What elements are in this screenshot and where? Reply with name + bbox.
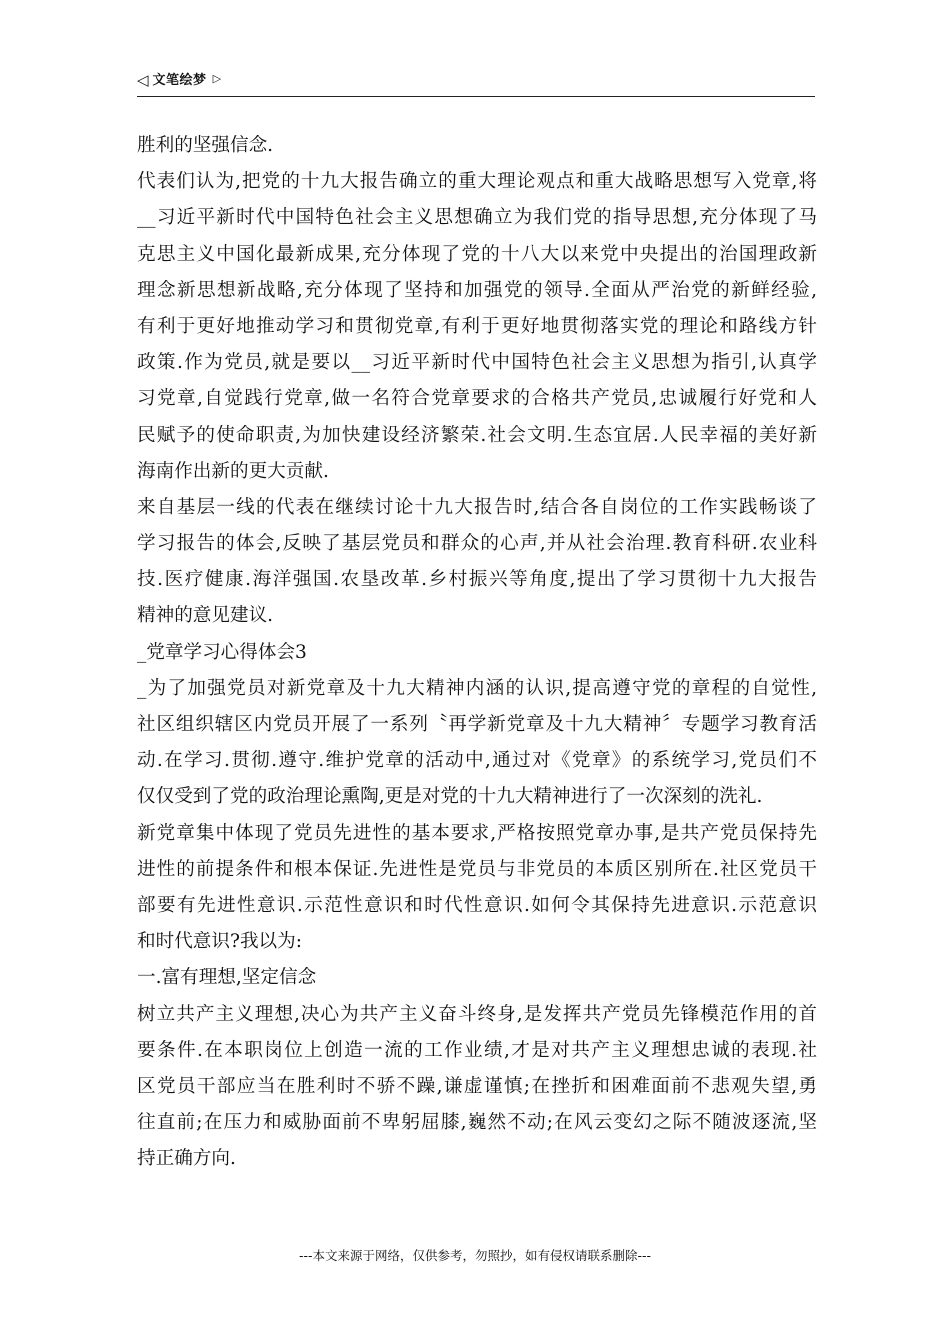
text-line: 克思主义中国化最新成果,充分体现了党的十八大以来党中央提出的治国理政新 bbox=[137, 243, 817, 265]
text-line: 区党员干部应当在胜利时不骄不躁,谦虚谨慎;在挫折和困难面前不悲观失望,勇 bbox=[137, 1075, 817, 1097]
triangle-left-icon: ◁ bbox=[137, 71, 149, 89]
text-line: 树立共产主义理想,决心为共产主义奋斗终身,是发挥共产党员先锋模范作用的首 bbox=[137, 1003, 817, 1025]
text-line: _为了加强党员对新党章及十九大精神内涵的认识,提高遵守党的章程的自觉性, bbox=[137, 677, 817, 699]
text-line: 学习报告的体会,反映了基层党员和群众的心声,并从社会治理.教育科研.农业科 bbox=[137, 533, 817, 555]
subsection-heading: 一.富有理想,坚定信念 bbox=[137, 967, 317, 989]
text-line: 代表们认为,把党的十九大报告确立的重大理论观点和重大战略思想写入党章,将 bbox=[137, 171, 817, 193]
text-line: 新党章集中体现了党员先进性的基本要求,严格按照党章办事,是共产党员保持先 bbox=[137, 822, 817, 844]
text-line: 部要有先进性意识.示范性意识和时代性意识.如何令其保持先进意识.示范意识 bbox=[137, 894, 817, 916]
text-line: 理念新思想新战略,充分体现了坚持和加强党的领导.全面从严治党的新鲜经验, bbox=[137, 279, 817, 301]
text-line: 习党章,自觉践行党章,做一名符合党章要求的合格共产党员,忠诚履行好党和人 bbox=[137, 388, 817, 410]
text-line: 有利于更好地推动学习和贯彻党章,有利于更好地贯彻落实党的理论和路线方针 bbox=[137, 315, 817, 337]
triangle-right-icon: ▷ bbox=[212, 72, 222, 85]
text-line: 来自基层一线的代表在继续讨论十九大报告时,结合各自岗位的工作实践畅谈了 bbox=[137, 496, 817, 518]
brand-title: 文笔绘梦 bbox=[152, 73, 207, 88]
text-line: 社区组织辖区内党员开展了一系列〝再学新党章及十九大精神〞专题学习教育活 bbox=[137, 714, 817, 735]
text-line: 动.在学习.贯彻.遵守.维护党章的活动中,通过对《党章》的系统学习,党员们不 bbox=[137, 750, 817, 772]
text-line: __习近平新时代中国特色社会主义思想确立为我们党的指导思想,充分体现了马 bbox=[137, 207, 817, 229]
document-body bbox=[137, 128, 817, 1177]
text-line: 精神的意见建议. bbox=[137, 605, 274, 627]
text-line: 持正确方向. bbox=[137, 1148, 236, 1170]
text-line: 胜利的坚强信念. bbox=[137, 135, 274, 156]
page-footer: ---本文来源于网络，仅供参考，勿照抄，如有侵权请联系删除--- bbox=[298, 1248, 652, 1263]
section-heading: _党章学习心得体会3 bbox=[137, 641, 307, 663]
text-line: 技.医疗健康.海洋强国.农垦改革.乡村振兴等角度,提出了学习贯彻十九大报告 bbox=[137, 569, 817, 591]
text-line: 往直前;在压力和威胁面前不卑躬屈膝,巍然不动;在风云变幻之际不随波逐流,坚 bbox=[137, 1112, 817, 1134]
text-line: 进性的前提条件和根本保证.先进性是党员与非党员的本质区别所在.社区党员干 bbox=[137, 858, 817, 880]
text-line: 海南作出新的更大贡献. bbox=[137, 460, 329, 482]
text-line: 仅仅受到了党的政治理论熏陶,更是对党的十九大精神进行了一次深刻的洗礼. bbox=[137, 786, 763, 808]
page-header bbox=[137, 72, 815, 97]
text-line: 和时代意识?我以为: bbox=[137, 931, 302, 953]
text-line: 民赋予的使命职责,为加快建设经济繁荣.社会文明.生态宜居.人民幸福的美好新 bbox=[137, 424, 817, 446]
text-line: 要条件.在本职岗位上创造一流的工作业绩,才是对共产主义理想忠诚的表现.社 bbox=[137, 1039, 817, 1061]
text-line: 政策.作为党员,就是要以__习近平新时代中国特色社会主义思想为指引,认真学 bbox=[137, 352, 817, 374]
